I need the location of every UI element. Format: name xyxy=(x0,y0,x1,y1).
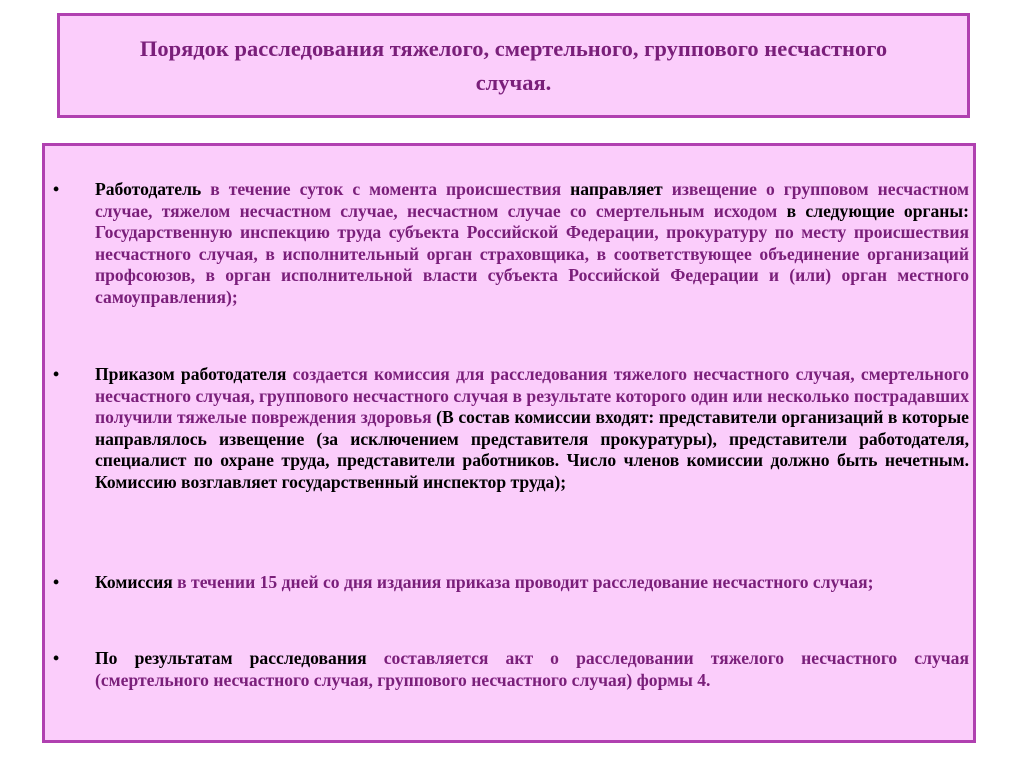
bullet-marker: • xyxy=(53,648,60,668)
bullet-marker: • xyxy=(53,572,60,592)
bullet-emphasis: в следующие органы: xyxy=(786,200,969,221)
content-box xyxy=(42,143,976,743)
bullet-item-employer xyxy=(53,179,969,309)
slide-title: Порядок расследования тяжелого, смертельного, группового несчастного случая. xyxy=(139,35,888,95)
bullet-text xyxy=(95,648,969,691)
bullet-emphasis: (В состав комиссии входят: представители организаций в которые направлялось извещение (за исключением представителя прокуратуры), представители работодателя, специалист по охране труда, представители работников. Число членов комиссии должно быть нечетным. Комиссию возглавляет государственный инспектор труда); xyxy=(95,407,969,492)
bullet-marker: • xyxy=(53,179,60,199)
bullet-emphasis: направляет xyxy=(570,179,663,199)
title-box xyxy=(57,13,970,118)
bullet-emphasis: Работодатель xyxy=(95,179,202,199)
bullet-text-part: в течении 15 дней со дня издания приказа xyxy=(172,572,515,592)
bullet-emphasis: Приказом работодателя xyxy=(95,364,287,384)
bullet-text-part: составляется акт о расследовании тяжелого несчастного случая (смертельного несчастного случая, группового несчастного случая) формы 4. xyxy=(95,648,969,690)
bullet-text-part: создается комиссия для расследования тяжелого несчастного случая, смертельного несчастного случая, группового несчастного случая в результате которого один или несколько пострадавших получили тяжелые повреждения здоровья xyxy=(95,364,969,428)
bullet-emphasis: Комиссия xyxy=(95,572,173,592)
bullet-text-part: в течение суток с момента происшествия xyxy=(201,179,571,199)
bullet-text-part: Государственную инспекцию труда субъекта Российской Федерации, прокуратуру по месту происшествия несчастного случая, в исполнительный орган страховщика, в соответствующее объединение организаций профсоюзов, в орган исполнительной власти субъекта Российской Федерации и (или) орган местного самоуправления); xyxy=(95,222,969,307)
bullet-text xyxy=(95,572,969,594)
bullet-item-commission xyxy=(53,572,969,594)
bullet-item-results xyxy=(53,648,969,691)
bullet-marker: • xyxy=(53,364,60,384)
bullet-text xyxy=(95,364,969,494)
bullet-text-part: проводит расследование несчастного случая; xyxy=(514,572,874,592)
bullet-text-part: извещение о групповом несчастном случае, тяжелом несчастном случае, несчастном случае со смертельным исходом xyxy=(95,179,969,221)
bullet-text xyxy=(95,179,969,309)
bullet-emphasis: По результатам расследования xyxy=(95,648,367,668)
bullet-item-order xyxy=(53,364,969,494)
